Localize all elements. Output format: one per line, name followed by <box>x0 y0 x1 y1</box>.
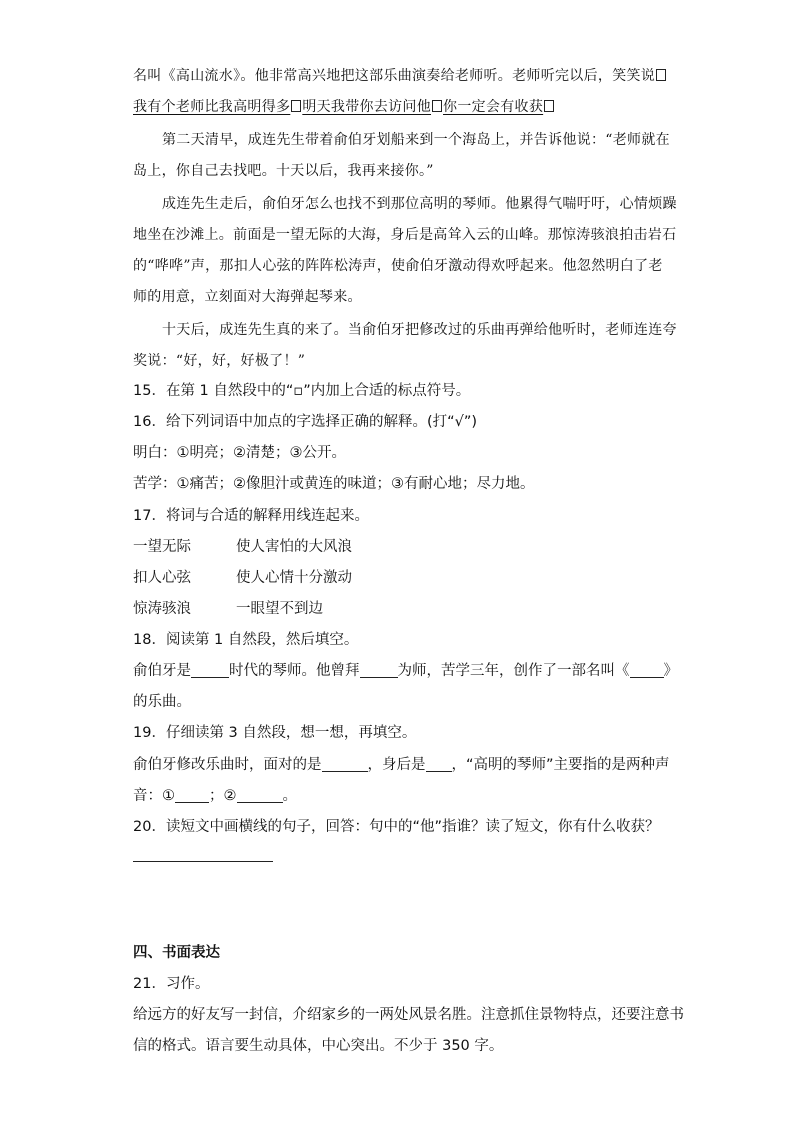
answer-blank[interactable] <box>630 663 664 678</box>
answer-line[interactable] <box>133 861 273 862</box>
question-19: 19．仔细读第 3 自然段，想一想，再填空。 <box>133 725 417 741</box>
question-20: 20．读短文中画横线的句子，回答：句中的“他”指谁？读了短文，你有什么收获？ <box>133 819 660 835</box>
passage-line <box>133 66 667 86</box>
question-16: 16．给下列词语中加点的字选择正确的解释。(打“√”) <box>133 414 478 430</box>
question-19-fill-line <box>133 755 670 775</box>
writing-prompt: 给远方的好友写一封信，介绍家乡的一两处风景名胜。注意抓住景物特点，还要注意书 <box>133 1007 684 1023</box>
passage-text: 你一定会有收获 <box>443 99 544 115</box>
question-19-fill-line <box>133 786 297 806</box>
match-word[interactable]: 惊涛骇浪 <box>133 601 191 617</box>
passage-line: 岛上，你自己去找吧。十天以后，我再来接你。” <box>133 163 434 179</box>
question-18-fill-line: 的乐曲。 <box>133 694 191 710</box>
passage-line: 成连先生走后，俞伯牙怎么也找不到那位高明的琴师。他累得气喘吁吁，心情烦躁 <box>162 196 677 212</box>
section-title: 四、书面表达 <box>133 945 220 961</box>
fill-text: 俞伯牙是 <box>133 663 191 679</box>
underlined-sentence <box>133 97 555 117</box>
punctuation-box[interactable] <box>291 100 301 112</box>
match-row <box>133 568 352 588</box>
punctuation-box[interactable] <box>544 100 554 112</box>
fill-text: 》 <box>663 663 678 679</box>
question-17: 17．将词与合适的解释用线连起来。 <box>133 508 369 524</box>
match-word[interactable]: 一望无际 <box>133 539 191 555</box>
passage-text: 我有个老师比我高明得多 <box>133 99 291 115</box>
answer-blank[interactable] <box>175 788 209 803</box>
match-word[interactable]: 扣人心弦 <box>133 570 191 586</box>
answer-blank[interactable] <box>360 663 398 678</box>
writing-prompt: 信的格式。语言要生动具体，中心突出。不少于 350 字。 <box>133 1038 504 1054</box>
fill-text: 。 <box>282 788 297 804</box>
question-15: 15．在第 1 自然段中的“▫”内加上合适的标点符号。 <box>133 383 471 399</box>
passage-text: 名叫《高山流水》。他非常高兴地把这部乐曲演奏给老师听。老师听完以后，笑笑说 <box>133 68 656 84</box>
punctuation-box[interactable] <box>656 69 666 81</box>
match-row <box>133 537 352 557</box>
answer-blank[interactable] <box>426 757 452 772</box>
match-definition[interactable]: 使人害怕的大风浪 <box>236 539 352 555</box>
fill-text: 时代的琴师。他曾拜 <box>229 663 360 679</box>
passage-line: 十天后，成连先生真的来了。当俞伯牙把修改过的乐曲再弹给他听时，老师连连夸 <box>162 322 677 338</box>
passage-line: 奖说：“好，好，好极了！” <box>133 353 306 369</box>
passage-line: 的“哗哗”声，那扣人心弦的阵阵松涛声，使俞伯牙激动得欢呼起来。他忽然明白了老 <box>133 258 663 274</box>
question-16-option-b[interactable]: 苦学：①痛苦；②像胆汁或黄连的味道；③有耐心地；尽力地。 <box>133 476 535 492</box>
passage-text: 明天我带你去访问他 <box>302 99 432 115</box>
match-definition[interactable]: 一眼望不到边 <box>236 601 323 617</box>
passage-line: 地坐在沙滩上。前面是一望无际的大海，身后是高耸入云的山峰。那惊涛骇浪拍击岩石 <box>133 227 677 243</box>
match-definition[interactable]: 使人心情十分激动 <box>236 570 352 586</box>
question-18: 18．阅读第 1 自然段，然后填空。 <box>133 632 359 648</box>
fill-text: 音：① <box>133 788 175 804</box>
answer-blank[interactable] <box>191 663 229 678</box>
fill-text: ，身后是 <box>367 757 426 773</box>
fill-text: ，“高明的琴师”主要指的是两种声 <box>451 757 670 773</box>
answer-blank[interactable] <box>237 788 283 803</box>
punctuation-box[interactable] <box>432 100 442 112</box>
passage-line: 第二天清早，成连先生带着俞伯牙划船来到一个海岛上，并告诉他说：“老师就在 <box>162 132 670 148</box>
fill-text: 俞伯牙修改乐曲时，面对的是 <box>133 757 322 773</box>
fill-text: 为师，苦学三年，创作了一部名叫《 <box>397 663 630 679</box>
question-18-fill-line <box>133 661 678 681</box>
answer-blank[interactable] <box>322 757 368 772</box>
question-16-option-a[interactable]: 明白：①明亮；②清楚；③公开。 <box>133 445 346 461</box>
passage-line: 师的用意，立刻面对大海弹起琴来。 <box>133 289 362 305</box>
fill-text: ；② <box>209 788 237 804</box>
question-21: 21．习作。 <box>133 976 210 992</box>
match-row <box>133 599 323 619</box>
